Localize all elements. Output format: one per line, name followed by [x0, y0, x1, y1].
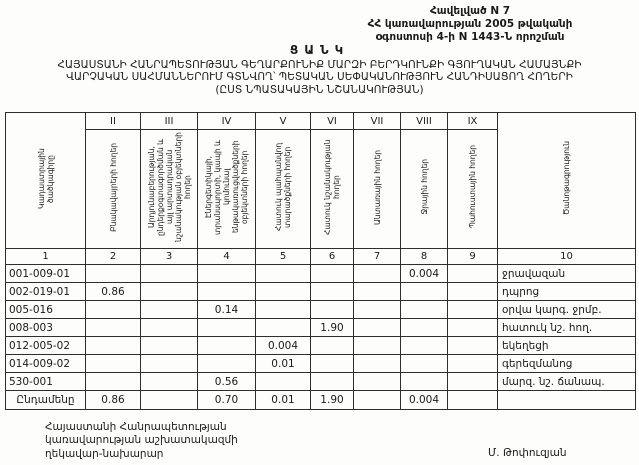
area-value-cell: [311, 301, 354, 319]
header-reserve-lands: [448, 130, 498, 249]
area-value-cell: [448, 265, 498, 283]
col-number: 5: [256, 249, 311, 265]
area-value-cell: [141, 301, 198, 319]
area-value-cell: [354, 337, 401, 355]
header-water-lands-label: Ջրային հողեր: [419, 159, 429, 215]
roman-III: III: [141, 113, 198, 130]
area-value-cell: [256, 283, 311, 301]
col-number: 4: [198, 249, 256, 265]
area-value-cell: 0.86: [86, 391, 141, 410]
appendix-reference: [300, 5, 639, 44]
area-value-cell: [198, 337, 256, 355]
table-row: [6, 355, 636, 373]
area-value-cell: 0.70: [198, 391, 256, 410]
area-value-cell: 0.86: [86, 283, 141, 301]
area-value-cell: 0.14: [198, 301, 256, 319]
area-value-cell: [354, 373, 401, 391]
table-row: [6, 373, 636, 391]
appendix-line3: օգոստոսի 4-ի N 1443-Ն որոշման: [375, 31, 565, 44]
cadastral-code-cell: 005-016: [6, 301, 86, 319]
cadastral-code-cell: 008-003: [6, 319, 86, 337]
col-number: 10: [498, 249, 636, 265]
roman-V: V: [256, 113, 311, 130]
header-industrial-lands-label: Արդյունաբերության, ընդերքօգտագործման և այլ արտադրական նշանակության օբյեկտների հողեր: [146, 132, 192, 242]
header-water-lands: [401, 130, 448, 249]
table-row: [6, 283, 636, 301]
note-cell: ջրավազան: [498, 265, 636, 283]
col-number: 6: [311, 249, 354, 265]
column-number-row: [6, 249, 636, 265]
area-value-cell: [86, 355, 141, 373]
header-reserve-lands-label: Պահուստային հողեր: [468, 145, 477, 229]
area-value-cell: [354, 265, 401, 283]
area-value-cell: [354, 391, 401, 410]
area-value-cell: [198, 319, 256, 337]
area-value-cell: 0.01: [256, 391, 311, 410]
header-cadastral-code-label: Կադաստրային ծածկագիրը: [36, 148, 55, 209]
area-value-cell: [311, 283, 354, 301]
area-value-cell: [401, 373, 448, 391]
area-value-cell: [256, 265, 311, 283]
total-row: [6, 391, 636, 410]
area-value-cell: [311, 265, 354, 283]
area-value-cell: [354, 319, 401, 337]
area-value-cell: 0.004: [401, 391, 448, 410]
area-value-cell: [141, 391, 198, 410]
header-special-purpose-lands: [311, 130, 354, 249]
header-cadastral-code: [6, 113, 86, 249]
title-line2: ՎԱՐՉԱԿԱՆ ՍԱՀՄԱՆՆԵՐՈՒՄ ԳՏՆՎՈՂ՝ ՊԵՏԱԿԱՆ ՍԵՓԱԿԱՆՈՒԹՅՈՒՆ ՀԱՆԴԻՍԱՑՈՂ ՀՈՂԵՐԻ: [66, 71, 573, 84]
table-row: [6, 265, 636, 283]
roman-numeral-row: [6, 113, 636, 130]
cadastral-code-cell: 001-009-01: [6, 265, 86, 283]
cadastral-code-cell: 014-009-02: [6, 355, 86, 373]
area-value-cell: [401, 301, 448, 319]
area-value-cell: 1.90: [311, 319, 354, 337]
area-value-cell: [198, 355, 256, 373]
header-note: [498, 113, 636, 249]
area-value-cell: [448, 301, 498, 319]
land-parcels-table: [5, 112, 636, 410]
area-value-cell: [198, 283, 256, 301]
area-value-cell: 0.56: [198, 373, 256, 391]
area-value-cell: [256, 373, 311, 391]
area-value-cell: 0.004: [401, 265, 448, 283]
title-list-word: ՑԱՆԿ: [289, 43, 350, 57]
col-number: 3: [141, 249, 198, 265]
roman-IV: IV: [198, 113, 256, 130]
area-value-cell: [448, 373, 498, 391]
table-row: [6, 337, 636, 355]
area-value-cell: [401, 337, 448, 355]
header-protected-lands-label: Հատուկ պահպանվող տարածքների հողեր: [274, 142, 292, 232]
area-value-cell: [141, 355, 198, 373]
header-note-label: Ծանոթագրություն: [562, 141, 571, 216]
area-value-cell: [141, 373, 198, 391]
area-value-cell: [401, 319, 448, 337]
note-cell: եկեղեցի: [498, 337, 636, 355]
roman-VII: VII: [354, 113, 401, 130]
area-value-cell: [86, 319, 141, 337]
cadastral-code-cell: 002-019-01: [6, 283, 86, 301]
title-line1: ՀԱՅԱՍՏԱՆԻ ՀԱՆՐԱՊԵՏՈՒԹՅԱՆ ԳԵՂԱՐՔՈՒՆԻՔ ՄԱՐԶԻ ԲԵՐԴԿՈՒՆՔԻ ԳՅՈՒՂԱԿԱՆ ՀԱՄԱՅՆՔԻ: [57, 58, 582, 71]
area-value-cell: [311, 373, 354, 391]
roman-II: II: [86, 113, 141, 130]
area-value-cell: [354, 355, 401, 373]
signatory-line2: կառավարության աշխատակազմի: [45, 434, 238, 447]
title-line3: (ԸՍՏ ՆՊԱՏԱԿԱՅԻՆ ՆՇԱՆԱԿՈՒԹՅԱՆ): [215, 84, 424, 97]
header-infrastructure-lands: [198, 130, 256, 249]
header-residential-lands: [86, 130, 141, 249]
area-value-cell: [86, 265, 141, 283]
total-label-cell: Ընդամենը: [6, 391, 86, 410]
document-title: [0, 43, 639, 97]
area-value-cell: [141, 337, 198, 355]
header-forest-lands-label: Անտառային հողեր: [372, 149, 382, 225]
note-cell: գերեզմանոց: [498, 355, 636, 373]
signatory-title-block: [45, 421, 238, 461]
appendix-line2: ՀՀ կառավարության 2005 թվականի: [367, 18, 573, 31]
area-value-cell: [448, 283, 498, 301]
area-value-cell: [354, 283, 401, 301]
area-value-cell: [448, 391, 498, 410]
col-number: 7: [354, 249, 401, 265]
area-value-cell: [86, 337, 141, 355]
area-value-cell: [448, 319, 498, 337]
area-value-cell: [448, 337, 498, 355]
appendix-line1: Հավելված N 7: [429, 5, 511, 17]
area-value-cell: 0.01: [256, 355, 311, 373]
signatory-line1: Հայաստանի Հանրապետության: [45, 421, 227, 433]
roman-IX: IX: [448, 113, 498, 130]
note-cell: հատուկ նշ. հող.: [498, 319, 636, 337]
area-value-cell: [401, 283, 448, 301]
header-special-purpose-lands-label: Հատուկ նշանակության հողեր: [323, 139, 341, 235]
header-forest-lands: [354, 130, 401, 249]
note-cell: [498, 391, 636, 410]
area-value-cell: [448, 355, 498, 373]
signatory-line3: ղեկավար-նախարար: [45, 447, 164, 460]
table-row: [6, 319, 636, 337]
area-value-cell: [311, 337, 354, 355]
table-row: [6, 301, 636, 319]
area-value-cell: [311, 355, 354, 373]
col-number: 1: [6, 249, 86, 265]
area-value-cell: [401, 355, 448, 373]
cadastral-code-cell: 530-001: [6, 373, 86, 391]
area-value-cell: [141, 265, 198, 283]
area-value-cell: [86, 301, 141, 319]
signatory-name: Մ. Թոփուզյան: [488, 447, 567, 459]
note-cell: դպրոց: [498, 283, 636, 301]
area-value-cell: [86, 373, 141, 391]
col-number: 8: [401, 249, 448, 265]
note-cell: օրվա կարգ. ջրմբ.: [498, 301, 636, 319]
area-value-cell: 0.004: [256, 337, 311, 355]
roman-VI: VI: [311, 113, 354, 130]
area-value-cell: [198, 265, 256, 283]
area-value-cell: 1.90: [311, 391, 354, 410]
roman-VIII: VIII: [401, 113, 448, 130]
header-industrial-lands: [141, 130, 198, 249]
area-value-cell: [256, 319, 311, 337]
header-protected-lands: [256, 130, 311, 249]
area-value-cell: [354, 301, 401, 319]
cadastral-code-cell: 012-005-02: [6, 337, 86, 355]
col-number: 9: [448, 249, 498, 265]
area-value-cell: [141, 319, 198, 337]
area-value-cell: [256, 301, 311, 319]
note-cell: մարզ. նշ. ճանապ.: [498, 373, 636, 391]
col-number: 2: [86, 249, 141, 265]
header-residential-lands-label: Բնակավայրերի հողեր: [108, 142, 118, 232]
area-value-cell: [141, 283, 198, 301]
header-infrastructure-lands-label: Էներգետիկայի, տրանսպորտի, կապի և կոմունալ ենթակառուցվածքների օբյեկտների հողեր: [204, 139, 249, 235]
